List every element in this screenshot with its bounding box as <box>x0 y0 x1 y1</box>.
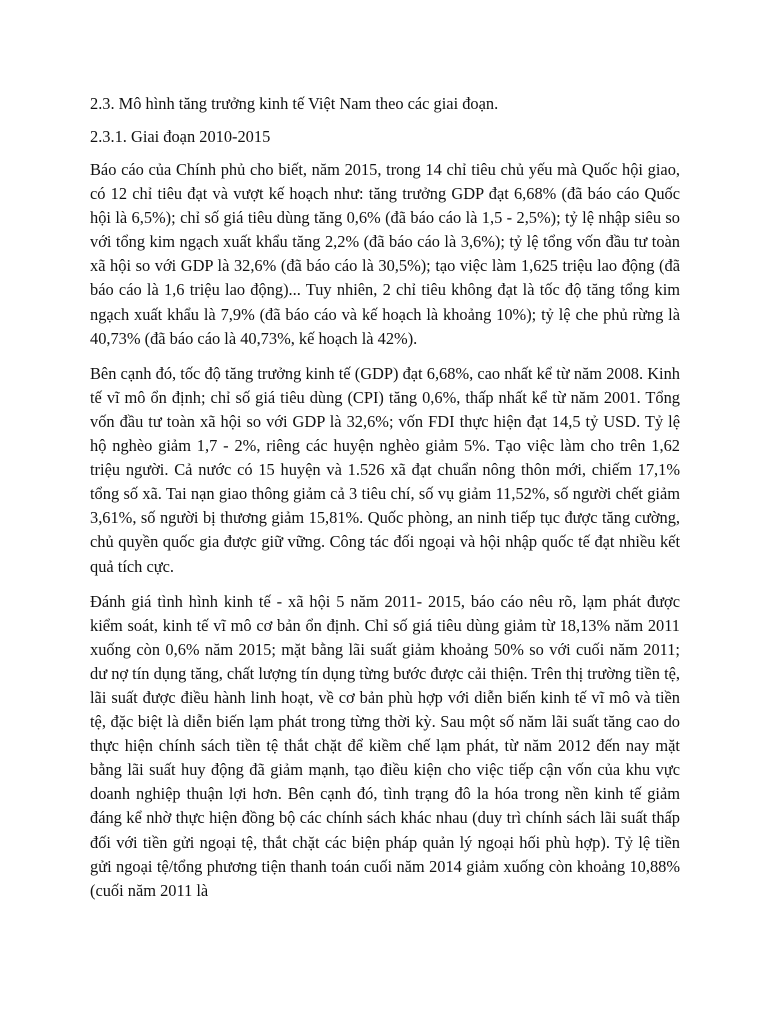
subsection-heading: 2.3.1. Giai đoạn 2010-2015 <box>90 127 271 146</box>
paragraph-government-report: Báo cáo của Chính phủ cho biết, năm 2015, trong 14 chỉ tiêu chủ yếu mà Quốc hội giao, có 12 chỉ tiêu đạt và vượt kế hoạch như: tăng trưởng GDP đạt 6,68% (đã báo cáo Quốc hội là 6,5%); chỉ số giá tiêu dùng tăng 0,6% (đã báo cáo là 1,5 - 2,5%); tỷ lệ nhập siêu so với tổng kim ngạch xuất khẩu tăng 2,2% (đã báo cáo là 3,6%); tỷ lệ tổng vốn đầu tư toàn xã hội so với GDP là 32,6% (đã báo cáo là 30,5%); tạo việc làm 1,625 triệu lao động (đã báo cáo là 1,6 triệu lao động)... Tuy nhiên, 2 chỉ tiêu không đạt là tốc độ tăng tổng kim ngạch xuất khẩu là 7,9% (đã báo cáo và kế hoạch là khoảng 10%); tỷ lệ che phủ rừng là 40,73% (đã báo cáo là 40,73%, kế hoạch là 42%). <box>90 160 680 348</box>
section-heading: 2.3. Mô hình tăng trưởng kinh tế Việt Nam theo các giai đoạn. <box>90 94 499 113</box>
paragraph-five-year-assessment: Đánh giá tình hình kinh tế - xã hội 5 năm 2011- 2015, báo cáo nêu rõ, lạm phát được kiểm soát, kinh tế vĩ mô cơ bản ổn định. Chỉ số giá tiêu dùng giảm từ 18,13% năm 2011 xuống còn 0,6% năm 2015; mặt bằng lãi suất giảm khoảng 50% so với cuối năm 2011; dư nợ tín dụng tăng, chất lượng tín dụng từng bước được cải thiện. Trên thị trường tiền tệ, lãi suất được điều hành linh hoạt, về cơ bản phù hợp với diễn biến kinh tế vĩ mô và tiền tệ, đặc biệt là diễn biến lạm phát trong từng thời kỳ. Sau một số năm lãi suất tăng cao do thực hiện chính sách tiền tệ thắt chặt để kiềm chế lạm phát, từ năm 2012 đến nay mặt bằng lãi suất huy động đã giảm mạnh, tạo điều kiện cho việc tiếp cận vốn của khu vực doanh nghiệp thuận lợi hơn. Bên cạnh đó, tình trạng đô la hóa trong nền kinh tế giảm đáng kể nhờ thực hiện đồng bộ các chính sách khác nhau (duy trì chính sách lãi suất thấp đối với tiền gửi ngoại tệ, thắt chặt các biện pháp quản lý ngoại hối phù hợp). Tỷ lệ tiền gửi ngoại tệ/tổng phương tiện thanh toán cuối năm 2014 giảm xuống còn khoảng 10,88% (cuối năm 2011 là <box>90 591 680 900</box>
document-page <box>90 92 680 914</box>
paragraph-gdp-growth: Bên cạnh đó, tốc độ tăng trưởng kinh tế (GDP) đạt 6,68%, cao nhất kể từ năm 2008. Kinh tế vĩ mô ổn định; chỉ số giá tiêu dùng (CPI) tăng 0,6%, thấp nhất kể từ năm 2001. Tổng vốn đầu tư toàn xã hội so với GDP là 32,6%; vốn FDI thực hiện đạt 14,5 tỷ USD. Tỷ lệ hộ nghèo giảm 1,7 - 2%, riêng các huyện nghèo giảm 5%. Tạo việc làm cho trên 1,62 triệu người. Cả nước có 15 huyện và 1.526 xã đạt chuẩn nông thôn mới, chiếm 17,1% tổng số xã. Tai nạn giao thông giảm cả 3 tiêu chí, số vụ giảm 11,52%, số người chết giảm 3,61%, số người bị thương giảm 15,81%. Quốc phòng, an ninh tiếp tục được tăng cường, chủ quyền quốc gia được giữ vững. Công tác đối ngoại và hội nhập quốc tế đạt nhiều kết quả tích cực. <box>90 363 680 576</box>
